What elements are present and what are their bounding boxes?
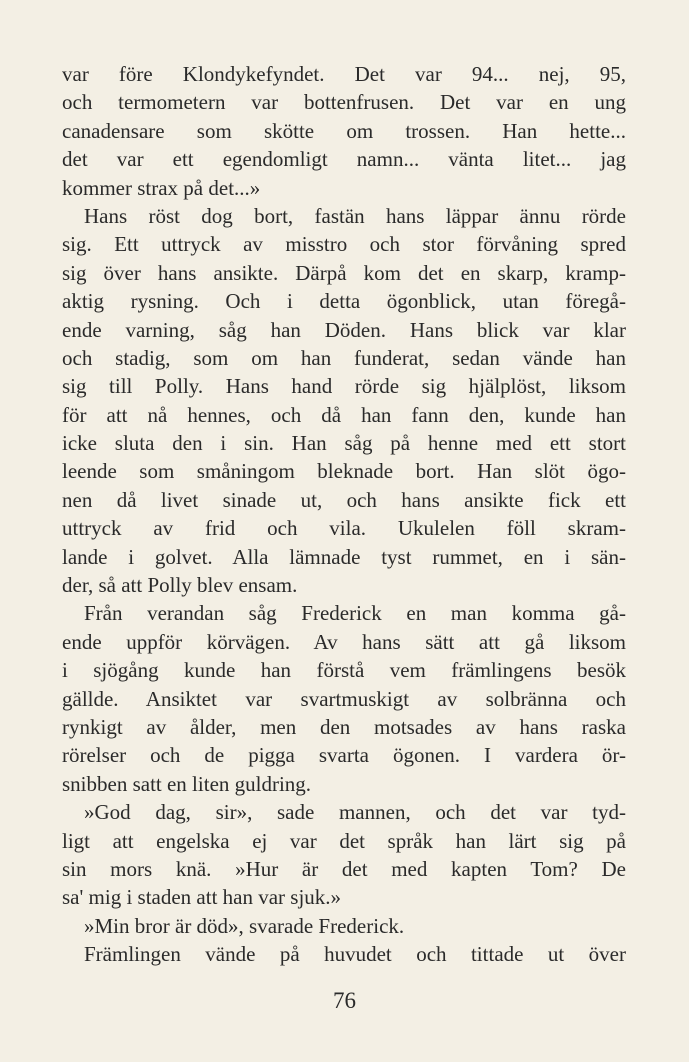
text-line: sig. Ett uttryck av misstro och stor förvåning spred (62, 232, 626, 257)
text-line: kommer strax på det...» (62, 175, 261, 200)
text-line: canadensare som skötte om trossen. Han hette... (62, 118, 626, 143)
text-line: gällde. Ansiktet var svartmuskigt av solbränna och (62, 686, 626, 711)
text-line: och stadig, som om han funderat, sedan vände han (62, 345, 626, 370)
text-line: der, så att Polly blev ensam. (62, 573, 298, 598)
page-text (62, 60, 626, 969)
text-line: nen då livet sinade ut, och hans ansikte fick ett (62, 487, 626, 512)
text-line: sig över hans ansikte. Därpå kom det en skarp, kramp- (62, 260, 626, 285)
text-line: lande i golvet. Alla lämnade tyst rummet, en i sän- (62, 544, 626, 569)
text-line: rynkigt av ålder, men den motsades av hans raska (62, 714, 626, 739)
text-line: aktig rysning. Och i detta ögonblick, utan föregå- (62, 289, 626, 314)
text-line: för att nå hennes, och då han fann den, kunde han (62, 402, 626, 427)
text-line: i sjögång kunde han förstå vem främlingens besök (62, 658, 626, 683)
text-line: uttryck av frid och vila. Ukulelen föll skram- (62, 516, 626, 541)
text-line: sin mors knä. »Hur är det med kapten Tom? De (62, 856, 626, 881)
text-line: leende som småningom bleknade bort. Han slöt ögo- (62, 459, 626, 484)
text-line: sig till Polly. Hans hand rörde sig hjälplöst, liksom (62, 374, 626, 399)
text-line: och termometern var bottenfrusen. Det var en ung (62, 90, 626, 115)
text-line: rörelser och de pigga svarta ögonen. I vardera ör- (62, 743, 626, 768)
text-line: Hans röst dog bort, fastän hans läppar ännu rörde (84, 203, 626, 228)
text-line: »Min bror är död», svarade Frederick. (84, 913, 405, 938)
text-line: »God dag, sir», sade mannen, och det var tyd- (84, 800, 626, 825)
text-line: snibben satt en liten guldring. (62, 771, 312, 796)
text-line: ende uppför körvägen. Av hans sätt att gå liksom (62, 629, 626, 654)
text-line: Från verandan såg Frederick en man komma gå- (84, 601, 626, 626)
text-line: var före Klondykefyndet. Det var 94... nej, 95, (62, 62, 626, 86)
text-line: ende varning, såg han Döden. Hans blick var klar (62, 317, 626, 342)
text-line: ligt att engelska ej var det språk han lärt sig på (62, 828, 626, 853)
text-line: det var ett egendomligt namn... vänta litet... jag (62, 147, 626, 172)
text-line: icke sluta den i sin. Han såg på henne med ett stort (62, 431, 626, 456)
page-number: 76 (333, 988, 356, 1013)
text-line: sa' mig i staden att han var sjuk.» (62, 885, 342, 910)
text-line: Främlingen vände på huvudet och tittade ut över (84, 942, 626, 967)
